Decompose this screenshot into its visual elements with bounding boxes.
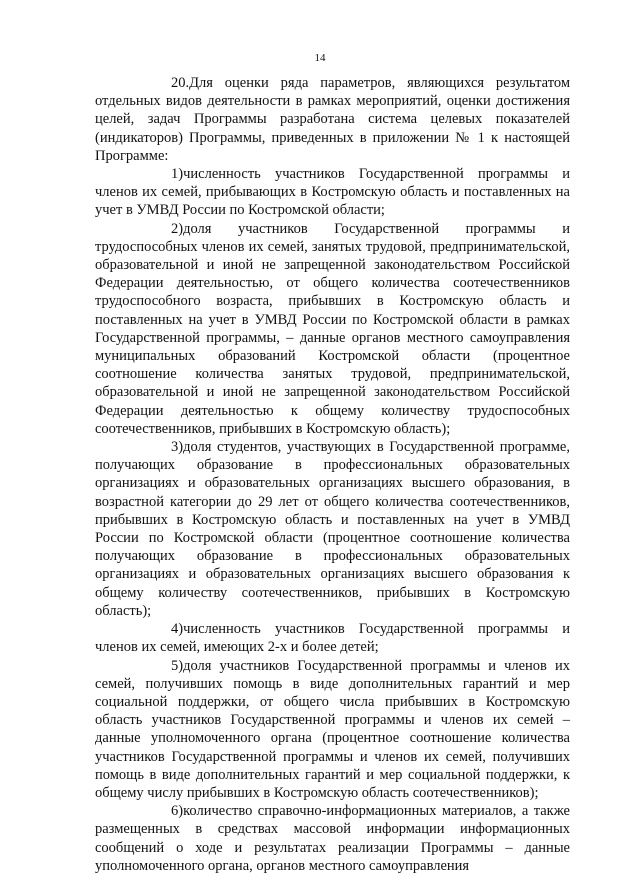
list-item-3 [95, 438, 570, 620]
paragraph-number: 20. [171, 75, 190, 91]
list-item-number: 6) [171, 803, 184, 820]
list-item-text: количество справочно-информационных материалов, а также размещенных в средствах массовой информации информационных сообщений о ходе и результатах реализации Программы – данные уполномоченного органа, органов местного самоуправления [95, 803, 570, 874]
page-number: 14 [314, 52, 326, 64]
list-item-number: 4) [171, 621, 184, 638]
paragraph-text: Для оценки ряда параметров, являющихся результатом отдельных видов деятельности в рамках мероприятий, оценки достижения целей, задач Программы разработана система целевых показателей (индикаторов) Программы, приведенных в приложении № 1 к настоящей Программе: [95, 75, 570, 164]
list-item-5 [95, 657, 570, 803]
list-item-6 [95, 802, 570, 875]
list-item-text: численность участников Государственной программы и членов их семей, имеющих 2-х и более детей; [95, 621, 570, 656]
list-item-number: 2) [171, 220, 184, 237]
list-item-number: 3) [171, 439, 184, 456]
list-item-4 [95, 620, 570, 656]
list-item-text: доля участников Государственной программы и членов их семей, получивших помощь в виде дополнительных гарантий и мер социальной поддержки, от общего числа прибывших в Костромскую область участников Государственной программы и членов их семей – данные уполномоченного органа (процентное соотношение количества участников Государственной программы и членов их семей, получивших помощь в виде дополнительных гарантий и мер социальной поддержки, к общему числу прибывших в Костромскую область соотечественников); [95, 657, 570, 801]
paragraph-20 [95, 74, 570, 165]
list-item-1 [95, 165, 570, 220]
document-body [95, 74, 570, 875]
list-item-2 [95, 220, 570, 438]
list-item-number: 5) [171, 657, 184, 674]
list-item-number: 1) [171, 166, 184, 183]
list-item-text: доля участников Государственной программы и трудоспособных членов их семей, занятых трудовой, предпринимательской, образовательной и иной не запрещенной законодательством Российской Федерации деятельностью, от общего количества соотечественников трудоспособного возраста, прибывших в Костромскую область и поставленных на учет в УМВД России по Костромской области в рамках Государственной программы, – данные органов местного самоуправления муниципальных образований Костромской области (процентное соотношение количества занятых трудовой, предпринимательской, образовательной и иной не запрещенной законодательством Российской Федерации деятельностью к общему количеству трудоспособных соотечественников, прибывших в Костромскую область); [95, 220, 570, 437]
list-item-text: численность участников Государственной программы и членов их семей, прибывающих в Костромскую область и поставленных на учет в УМВД России по Костромской области; [95, 166, 570, 219]
list-item-text: доля студентов, участвующих в Государственной программе, получающих образование в профессиональных образовательных организациях и образовательных организациях высшего образования, в возрастной категории до 29 лет от общего количества соотечественников, прибывших в Костромскую область и поставленных на учет в УМВД России по Костромской области (процентное соотношение количества получающих образование в профессиональных образовательных организациях и образовательных организациях высшего образования к общему количеству соотечественников, прибывших в Костромскую область); [95, 439, 570, 619]
